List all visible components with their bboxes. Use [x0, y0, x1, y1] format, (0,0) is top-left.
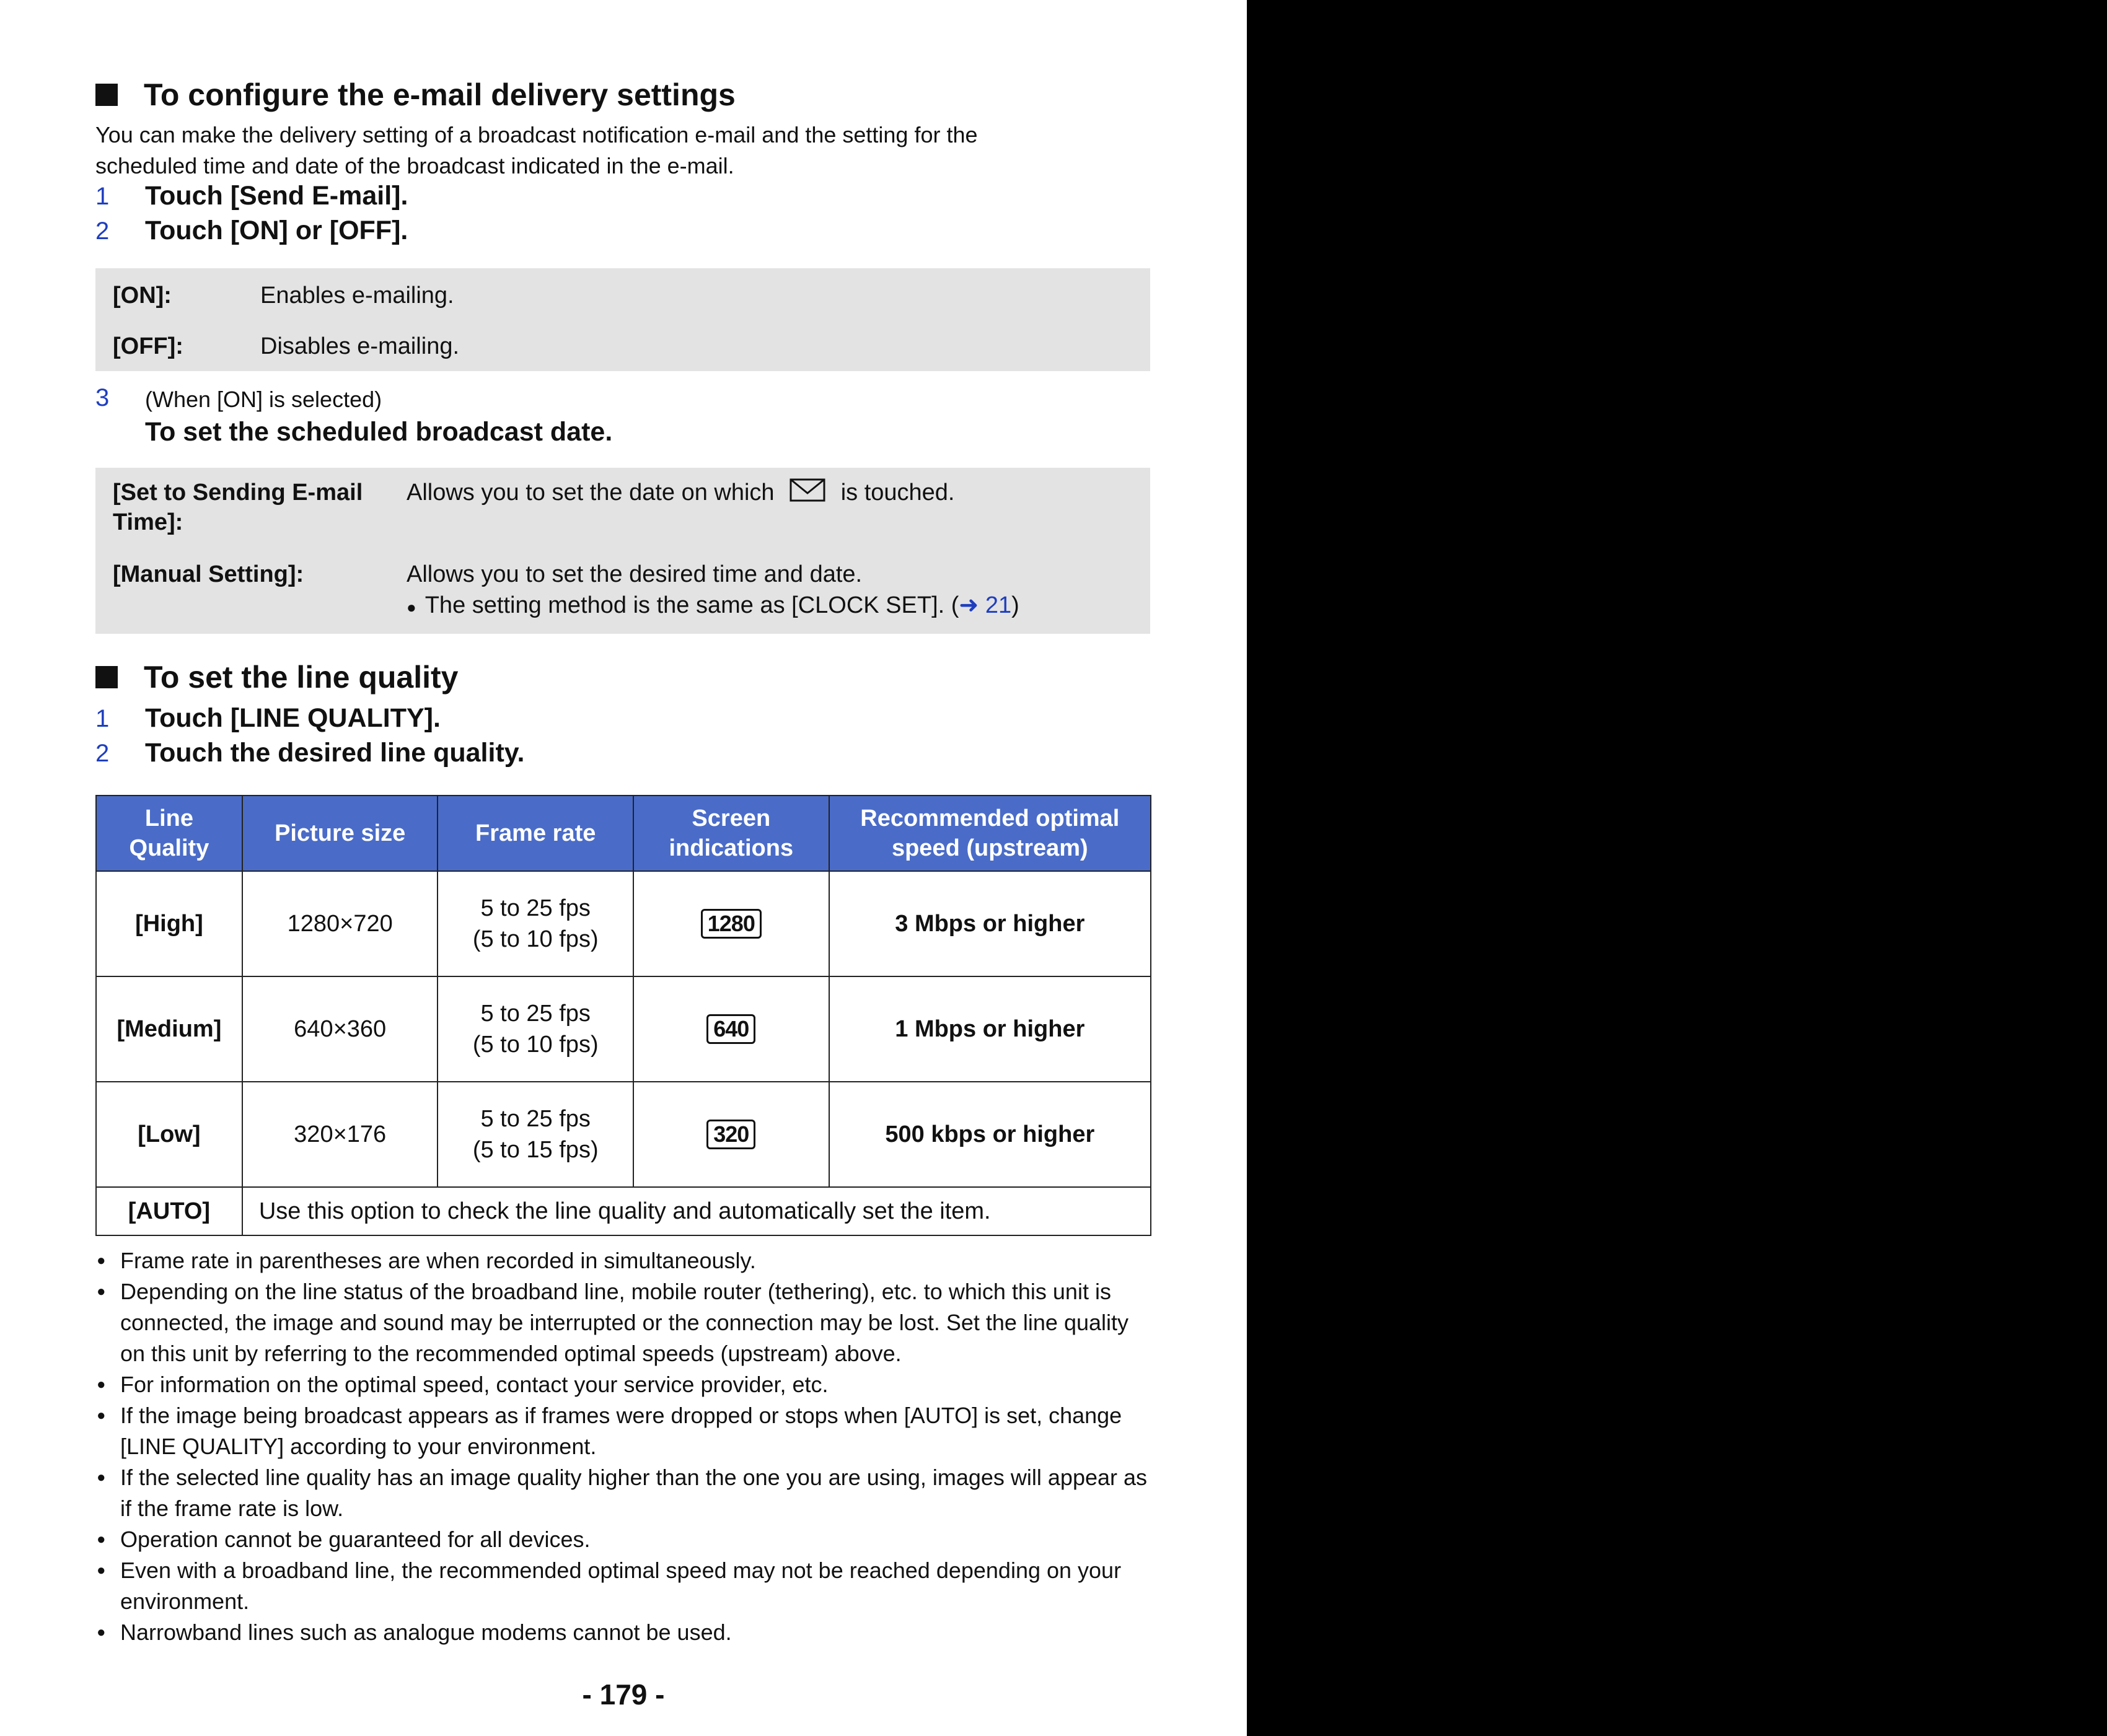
- list-item: ● If the image being broadcast appears as if frames were dropped or stops when [AUTO] is set, change [LINE QUALITY] according to your environment.: [95, 1400, 1156, 1462]
- square-bullet-icon: [95, 666, 118, 688]
- cell-indication: [633, 871, 829, 976]
- cell-speed: 500 kbps or higher: [829, 1082, 1151, 1187]
- step-number: 2: [95, 217, 110, 245]
- list-item: ● Depending on the line status of the broadband line, mobile router (tethering), etc. to which this unit is connected, the image and sound may be interrupted or the connection may be lost. Set the line quality on this unit by referring to the recommended optimal speeds (upstream) above.: [95, 1276, 1156, 1369]
- cell-speed: 1 Mbps or higher: [829, 976, 1151, 1082]
- email-step-1: [95, 181, 408, 211]
- line-quality-table: [95, 795, 1151, 1236]
- list-item: ● Narrowband lines such as analogue modems cannot be used.: [95, 1617, 1156, 1648]
- option-value-sending: Allows you to set the date on which is touched.: [407, 478, 955, 509]
- header-frame-rate: Frame rate: [438, 796, 633, 871]
- screen-indication-badge: 1280: [701, 909, 762, 939]
- option-key-manual: [Manual Setting]:: [113, 561, 304, 587]
- cell-frame-rate: 5 to 25 fps (5 to 10 fps): [438, 976, 633, 1082]
- option-key-off: [OFF]:: [113, 333, 183, 359]
- cell-quality: [Low]: [96, 1082, 242, 1187]
- list-item: ● Frame rate in parentheses are when recorded in simultaneously.: [95, 1245, 1156, 1276]
- square-bullet-icon: [95, 84, 118, 106]
- cell-indication: [633, 1082, 829, 1187]
- option-value-on: Enables e-mailing.: [260, 283, 454, 309]
- option-value-manual: Allows you to set the desired time and date.: [407, 561, 863, 587]
- screen-indication-badge: 320: [706, 1120, 755, 1149]
- header-screen-indications: Screen indications: [633, 796, 829, 871]
- list-item: ● If the selected line quality has an image quality higher than the one you are using, images will appear as if the frame rate is low.: [95, 1462, 1156, 1524]
- email-intro-line-1: You can make the delivery setting of a broadcast notification e-mail and the setting for the: [95, 122, 978, 147]
- email-section-heading: [95, 77, 736, 113]
- cell-size: 1280×720: [242, 871, 438, 976]
- date-options-box: [95, 468, 1150, 634]
- page-ref-link[interactable]: 21: [985, 592, 1012, 618]
- line-section-heading: [95, 659, 458, 695]
- list-item: ● Even with a broadband line, the recommended optimal speed may not be reached depending on your environment.: [95, 1555, 1156, 1617]
- email-step-3-note: (When [ON] is selected): [145, 387, 382, 412]
- option-key-on: [ON]:: [113, 283, 172, 309]
- envelope-icon: [790, 478, 825, 509]
- email-intro-line-2: scheduled time and date of the broadcast indicated in the e-mail.: [95, 153, 734, 178]
- step-text: Touch [ON] or [OFF].: [145, 216, 408, 245]
- cell-frame-rate: 5 to 25 fps (5 to 10 fps): [438, 871, 633, 976]
- black-side-panel: [1247, 0, 2107, 1736]
- list-item: ● For information on the optimal speed, contact your service provider, etc.: [95, 1369, 1156, 1400]
- cell-frame-rate: 5 to 25 fps (5 to 15 fps): [438, 1082, 633, 1187]
- table-row: [96, 1082, 1151, 1187]
- page-number: - 179 -: [582, 1678, 665, 1711]
- list-item: ● Operation cannot be guaranteed for all devices.: [95, 1524, 1156, 1555]
- line-section-title: To set the line quality: [144, 660, 459, 695]
- step-text: Touch the desired line quality.: [145, 738, 525, 768]
- on-off-options-box: [95, 268, 1150, 371]
- cell-size: 640×360: [242, 976, 438, 1082]
- bullet-icon: ●: [407, 598, 416, 616]
- step-text: To set the scheduled broadcast date.: [145, 417, 613, 447]
- option-manual-bullet: ● The setting method is the same as [CLOCK SET]. (➜ 21): [407, 592, 1019, 618]
- step-number: 1: [95, 183, 110, 210]
- cell-auto-description: Use this option to check the line quality and automatically set the item.: [242, 1187, 1151, 1235]
- header-picture-size: Picture size: [242, 796, 438, 871]
- email-step-3: [145, 417, 612, 447]
- line-step-2: [95, 738, 524, 768]
- step-number: 1: [95, 705, 110, 732]
- step-text: Touch [Send E-mail].: [145, 181, 408, 211]
- screen-indication-badge: 640: [706, 1014, 755, 1044]
- email-step-2: [95, 216, 408, 246]
- cell-quality: [Medium]: [96, 976, 242, 1082]
- option-value-off: Disables e-mailing.: [260, 333, 460, 359]
- cell-indication: [633, 976, 829, 1082]
- table-header-row: [96, 796, 1151, 871]
- option-key-sending-line-1: [Set to Sending E-mail: [113, 480, 363, 506]
- cell-quality: [AUTO]: [96, 1187, 242, 1235]
- header-line-quality: Line Quality: [96, 796, 242, 871]
- step-number: 2: [95, 740, 110, 767]
- cell-quality: [High]: [96, 871, 242, 976]
- table-row: [96, 871, 1151, 976]
- cell-size: 320×176: [242, 1082, 438, 1187]
- step-text: Touch [LINE QUALITY].: [145, 703, 441, 733]
- table-row: [96, 976, 1151, 1082]
- line-step-1: [95, 703, 441, 734]
- header-recommended-speed: Recommended optimal speed (upstream): [829, 796, 1151, 871]
- table-row-auto: [96, 1187, 1151, 1235]
- option-key-sending-line-2: Time]:: [113, 509, 183, 535]
- notes-list: [95, 1245, 1156, 1648]
- email-step-3-number: 3: [95, 384, 110, 411]
- page-ref-arrow-icon: ➜: [959, 592, 979, 618]
- cell-speed: 3 Mbps or higher: [829, 871, 1151, 976]
- email-section-title: To configure the e-mail delivery settings: [144, 77, 736, 112]
